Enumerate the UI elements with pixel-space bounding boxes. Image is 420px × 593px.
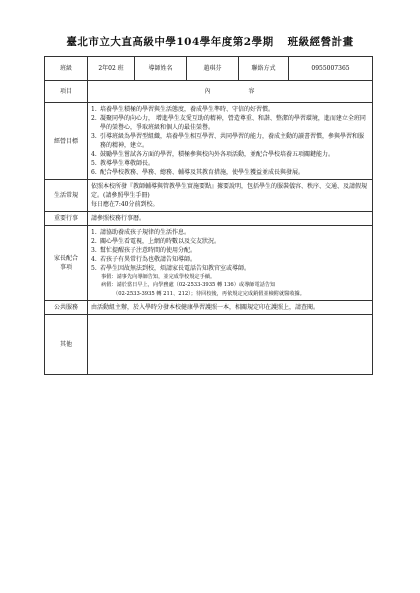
goals-list (91, 105, 369, 177)
goal-item (91, 150, 369, 159)
goal-item-text: 鼓勵學生嘗試各方面的學習，積極參與校內外各項活動，並配合學校培養五項關鍵能力。 (100, 151, 335, 158)
teacher-value: 趙琪芬 (187, 57, 239, 81)
goal-item (91, 159, 369, 168)
goal-item (91, 168, 369, 177)
other-content (88, 314, 373, 374)
class-value: 2年02 班 (88, 57, 135, 81)
parent-item-text: 請協助養成孩子規律的生活作息。 (100, 229, 191, 236)
parent-item-number: 2. (91, 238, 97, 245)
contact-label: 聯絡方式 (239, 57, 289, 81)
contact-value: 0955007365 (289, 57, 373, 81)
info-row (45, 57, 373, 81)
goal-item-number: 6. (91, 169, 97, 176)
page-title (0, 34, 420, 49)
class-plan-table (44, 56, 373, 375)
life-line-2: 每日應在7:40分前到校。 (91, 201, 159, 208)
content-header: 內容 (88, 81, 373, 103)
life-row (45, 180, 373, 212)
other-row (45, 314, 373, 374)
title-main: 臺北市立大直高級中學104學年度第2學期 (66, 36, 274, 48)
other-label: 其他 (45, 314, 88, 374)
goal-item-number: 1. (91, 106, 97, 113)
life-line-1: 依照本校所發『教師輔導與管教學生實施要點』據要說明，包括學生的服裝儀容、秩序、交通、及請假規定。(請參照學生手冊) (91, 183, 368, 199)
teacher-label: 導師姓名 (135, 57, 187, 81)
parents-list (91, 228, 369, 273)
service-content: 由活動組主辦，於入學時分發本校健康學習護照一本，相關規定印在護照上，請查閱。 (88, 300, 373, 314)
life-content (88, 180, 373, 212)
goal-item-number: 3. (91, 133, 97, 140)
parents-label-line-2: 事項 (59, 263, 72, 271)
goals-label: 經營目標 (45, 103, 88, 180)
leave-note-2: 病假：請於當日早上，向學務處（02-2533-3935 轉 136）或導師電話告知 (101, 282, 276, 289)
parents-label-line-1: 家長配合 (53, 254, 78, 262)
leave-note-1: 事假：請事先向導師告知，並完成學校規定手續。 (101, 274, 216, 280)
parents-row (45, 226, 373, 301)
parent-item-number: 5. (91, 265, 97, 272)
item-header: 項目 (45, 81, 88, 103)
goal-item-text: 配合學校教務、學務、總務、輔導及其教育措施，使學生獲益並成長與發展。 (100, 169, 305, 176)
parent-item-text: 幫忙提醒孩子注意時間的使用分配。 (100, 247, 197, 254)
service-row (45, 300, 373, 314)
parent-item (91, 237, 369, 246)
leave-note-3: （02-2533-3935 轉 211、212）；待回校後，再依規定完成銷假並檢附就醫收據。 (113, 290, 305, 297)
header-row (45, 81, 373, 103)
parents-label (45, 226, 88, 301)
service-label: 公共服務 (45, 300, 88, 314)
parent-item (91, 246, 369, 255)
goal-item-text: 培養學生積極的學習與生活態度，養成學生準時、守信的好習慣。 (100, 106, 275, 113)
goal-item-text: 教導學生尊敬師長。 (100, 160, 155, 167)
events-label: 重要行事 (45, 212, 88, 226)
parent-item-number: 4. (91, 256, 97, 263)
goal-item (91, 114, 369, 132)
goal-item-number: 5. (91, 160, 97, 167)
goal-item (91, 105, 369, 114)
goals-row (45, 103, 373, 180)
goal-item-text: 引導班級為學習型組織，培養學生相互學習、共同學習的能力，養成主動的讀書習慣，參與學習和服務的精神，建立。 (100, 133, 365, 149)
parent-item (91, 255, 369, 264)
parent-item (91, 228, 369, 237)
title-sub: 班級經營計畫 (287, 36, 354, 48)
class-label: 班級 (45, 57, 88, 81)
events-content: 請參照校務行事曆。 (88, 212, 373, 226)
goal-item-text: 凝聚同學的向心力， 增進學生友愛互助的精神，營造尊重、和諧、整潔的學習環境，進而建立全班同學的榮譽心，爭取班級和個人的最佳榮譽。 (100, 115, 366, 131)
parent-item-text: 關心學生看電視，上網的時數以及交友狀況。 (100, 238, 221, 245)
goals-content (88, 103, 373, 180)
goal-item (91, 132, 369, 150)
parent-item (91, 264, 369, 273)
goal-item-number: 2. (91, 115, 97, 122)
parent-item-number: 3. (91, 247, 97, 254)
goal-item-number: 4. (91, 151, 97, 158)
life-label: 生活常規 (45, 180, 88, 212)
leave-note (91, 273, 369, 298)
parents-content (88, 226, 373, 301)
parent-item-number: 1. (91, 229, 97, 236)
events-row (45, 212, 373, 226)
parent-item-text: 若學生因故無法到校，煩請家長電話告知教官室或導師。 (100, 265, 251, 272)
parent-item-text: 若孩子有異常行為也敬請告知導師。 (100, 256, 197, 263)
